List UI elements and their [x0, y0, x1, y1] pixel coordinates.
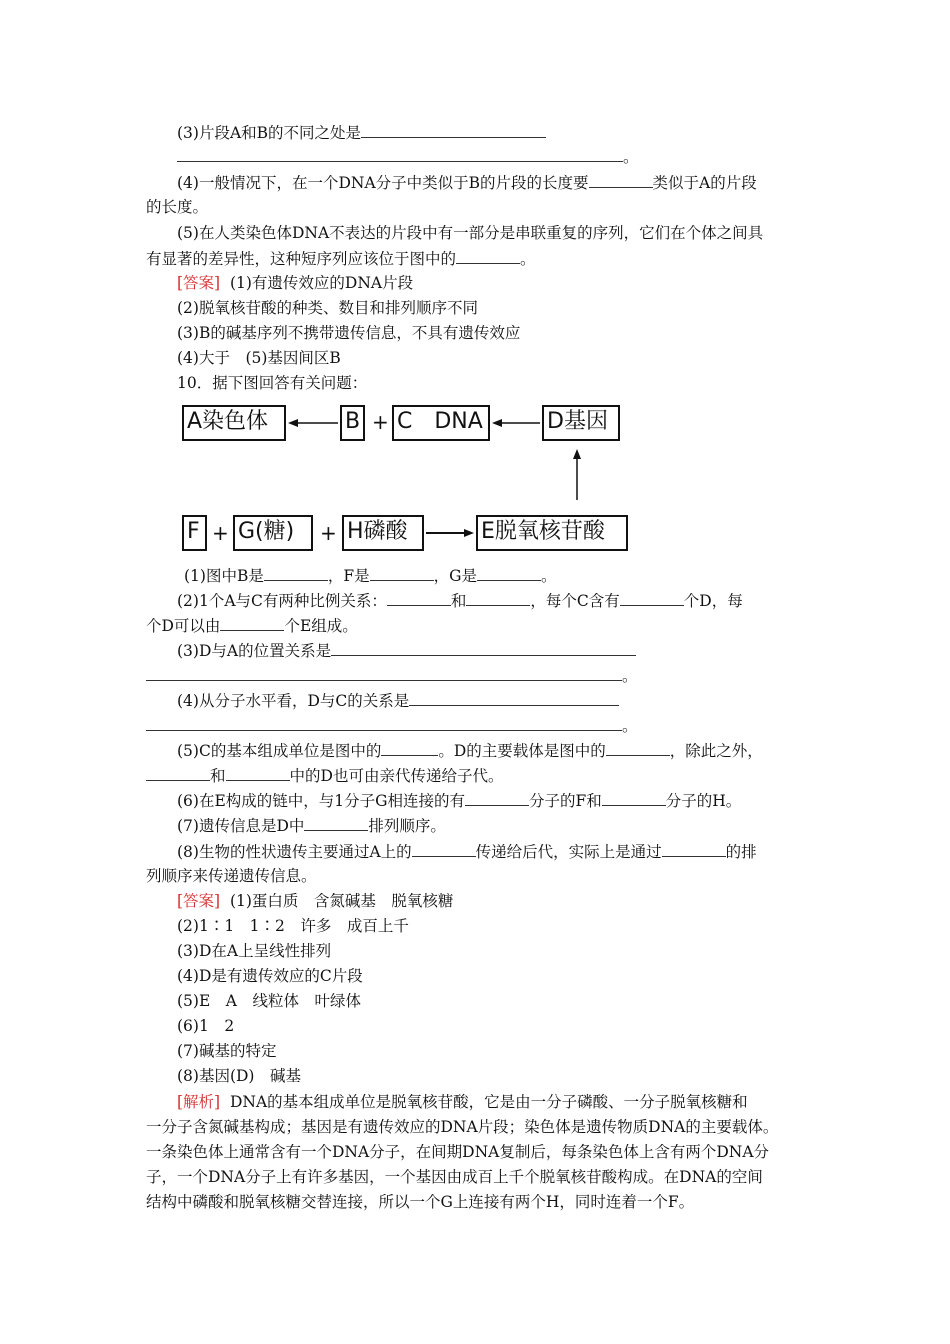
arrow-d-to-c-icon — [492, 419, 540, 427]
blank — [370, 565, 434, 581]
q10-answer-line6: (6)1 2 — [177, 1017, 235, 1035]
q10-answer-line8: (8)基因(D) 碱基 — [177, 1067, 301, 1085]
text: 的长度。 — [146, 198, 209, 216]
q10-answer-line2: (2)1∶1 1∶2 许多 成百上千 — [177, 917, 409, 935]
text: (5)在人类染色体DNA不表达的片段中有一部分是串联重复的序列，它们在个体之间具 — [177, 224, 764, 242]
blank — [387, 590, 451, 606]
q10-part2 — [177, 590, 743, 611]
text: ，每个C含有 — [530, 592, 620, 610]
q10-part1 — [184, 565, 557, 586]
text: (6)在E构成的链中，与1分子G相连接的有 — [177, 792, 466, 810]
plus-sign: + — [372, 410, 389, 434]
blank — [331, 640, 636, 656]
answer-text: (1)蛋白质 含氮碱基 脱氧核糖 — [229, 892, 454, 910]
blank — [466, 590, 530, 606]
text: (1)图中B是 — [184, 567, 264, 585]
q10-answer-line7: (7)碱基的特定 — [177, 1042, 277, 1060]
q10-analysis-line5: 结构中磷酸和脱氧核糖交替连接，所以一个G上连接有两个H，同时连着一个F。 — [146, 1193, 695, 1211]
period: 。 — [622, 717, 638, 735]
blank — [465, 790, 529, 806]
box-h-phosphate: H磷酸 — [342, 515, 424, 551]
q9-answer-line4: (4)大于 (5)基因间区B — [177, 349, 341, 367]
box-a-chromosome: A染色体 — [182, 405, 286, 441]
box-e-deoxynucleotide: E脱氧核苷酸 — [476, 515, 628, 551]
text: 分子的H。 — [665, 792, 742, 810]
text: 个E组成。 — [284, 617, 358, 635]
text: 个D，每 — [683, 592, 743, 610]
q10-analysis-line3: 一条染色体上通常含有一个DNA分子，在间期DNA复制后，每条染色体上含有两个DNA分 — [146, 1143, 770, 1161]
q10-part5-line2 — [146, 765, 503, 786]
blank — [146, 665, 622, 681]
text: 排列顺序。 — [368, 817, 446, 835]
text: (2)1个A与C有两种比例关系： — [177, 592, 387, 610]
text: 中的D也可由亲代传递给子代。 — [289, 767, 504, 785]
plus-sign: + — [320, 521, 337, 545]
text: (5)C的基本组成单位是图中的 — [177, 742, 382, 760]
text: 。D的主要载体是图中的 — [438, 742, 606, 760]
blank — [381, 740, 438, 756]
blank — [662, 841, 726, 857]
text: (8)生物的性状遗传主要通过A上的 — [177, 843, 412, 861]
q10-part4 — [177, 690, 619, 711]
blank — [620, 590, 684, 606]
q9-answer-line3: (3)B的碱基序列不携带遗传信息，不具有遗传效应 — [177, 324, 521, 342]
q10-answer-line3: (3)D在A上呈线性排列 — [177, 942, 332, 960]
box-d-gene: D基因 — [542, 405, 620, 441]
text: ，G是 — [433, 567, 478, 585]
blank — [412, 841, 476, 857]
analysis-tag: [解析] — [177, 1093, 221, 1111]
text: (3)D与A的位置关系是 — [177, 642, 332, 660]
arrow-e-to-d-icon — [573, 449, 581, 500]
box-g-sugar: G(糖) — [233, 515, 313, 551]
text: ，除此之外， — [669, 742, 763, 760]
q10-answer-line5: (5)E A 线粒体 叶绿体 — [177, 992, 361, 1010]
blank — [226, 765, 290, 781]
q10-analysis-line4: 子，一个DNA分子上有许多基因，一个基因由成百上千个脱氧核苷酸构成。在DNA的空间 — [146, 1168, 763, 1186]
text: (4)一般情况下，在一个DNA分子中类似于B的片段的长度要 — [177, 174, 589, 192]
q10-answer-line1 — [177, 891, 453, 911]
blank — [264, 565, 328, 581]
text: ，F是 — [327, 567, 370, 585]
blank — [304, 815, 368, 831]
text: 的排 — [725, 843, 757, 861]
q10-part4-line2 — [146, 715, 638, 736]
q10-part8 — [177, 841, 757, 862]
q9-part3-label: (3)片段A和B的不同之处是 — [177, 124, 362, 142]
text: 类似于A的片段 — [652, 174, 757, 192]
q10-part2-line2 — [146, 615, 358, 636]
period: 。 — [622, 667, 638, 685]
answer-tag: [答案] — [177, 274, 221, 292]
arrow-h-to-e-icon — [426, 529, 474, 537]
blank — [477, 565, 541, 581]
box-c-dna: C DNA — [392, 405, 490, 441]
blank — [220, 615, 284, 631]
text: (4)从分子水平看，D与C的关系是 — [177, 692, 410, 710]
text: 和 — [450, 592, 467, 610]
period: 。 — [623, 148, 639, 166]
blank — [146, 715, 622, 731]
q10-part6 — [177, 790, 741, 811]
text: 传递给后代，实际上是通过 — [475, 843, 662, 861]
blank — [606, 740, 670, 756]
blank — [602, 790, 666, 806]
text: (7)遗传信息是D中 — [177, 817, 305, 835]
answer-text: (1)有遗传效应的DNA片段 — [229, 274, 414, 292]
blank — [146, 765, 210, 781]
text: 个D可以由 — [146, 617, 221, 635]
box-f: F — [182, 515, 207, 551]
text: 。 — [541, 567, 557, 585]
text: 和 — [210, 767, 226, 785]
q10-analysis-line1 — [177, 1092, 748, 1112]
text: 有显著的差异性，这种短序列应该位于图中的 — [146, 250, 457, 268]
box-b: B — [340, 405, 365, 441]
q10-part8-line2: 列顺序来传递遗传信息。 — [146, 867, 317, 885]
answer-tag: [答案] — [177, 892, 221, 910]
q10-analysis-line2: 一分子含氮碱基构成；基因是有遗传效应的DNA片段；染色体是遗传物质DNA的主要载体。 — [146, 1118, 779, 1136]
arrow-b-to-a-icon — [288, 419, 338, 427]
q10-part3 — [177, 640, 636, 661]
plus-sign: + — [212, 521, 229, 545]
q10-part7 — [177, 815, 446, 836]
q9-answer-line2: (2)脱氧核苷酸的种类、数目和排列顺序不同 — [177, 299, 478, 317]
analysis-text: DNA的基本组成单位是脱氧核苷酸，它是由一分子磷酸、一分子脱氧核糖和 — [229, 1093, 748, 1111]
q10-answer-line4: (4)D是有遗传效应的C片段 — [177, 967, 363, 985]
period: 。 — [520, 250, 536, 268]
q10-part3-line2 — [146, 665, 638, 686]
blank — [409, 690, 619, 706]
q10-intro: 10．据下图回答有关问题： — [177, 374, 368, 392]
text: 分子的F和 — [529, 792, 602, 810]
q10-part5 — [177, 740, 763, 761]
